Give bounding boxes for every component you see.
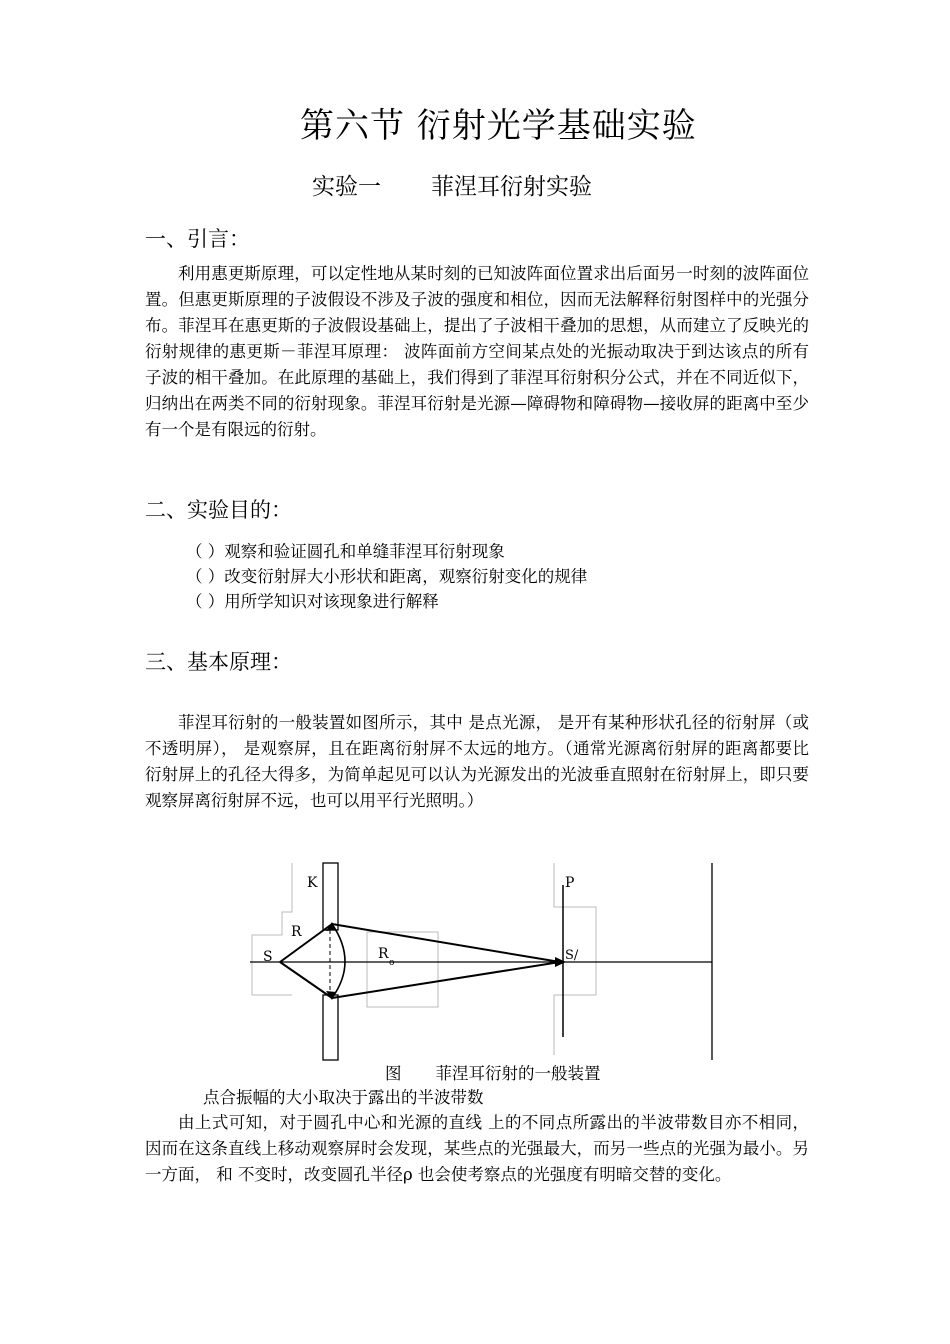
caption-figure-label: 图: [385, 1064, 402, 1083]
figure-caption: [385, 1060, 601, 1084]
light-rays: [280, 924, 560, 998]
label-ro: R: [378, 946, 389, 962]
principle-paragraph: 菲涅耳衍射的一般装置如图所示，其中 是点光源， 是开有某种形状孔径的衍射屏（或不透明屏）， 是观察屏，且在距离衍射屏不太远的地方。（通常光源离衍射屏的距离都要比衍射屏上的孔径大得多，为简单起见可以认为光源发出的光波垂直照射在衍射屏上，即只要观察屏离衍射屏不远，也可以用平行光照明。）: [145, 713, 809, 810]
subtitle-number: 实验一: [312, 174, 381, 200]
half-wave-note: 点合振幅的大小取决于露出的半波带数: [203, 1088, 484, 1107]
label-s-prime: S/: [565, 948, 579, 963]
introduction-paragraph: 利用惠更斯原理，可以定性地从某时刻的已知波阵面位置求出后面另一时刻的波阵面位置。但惠更斯原理的子波假设不涉及子波的强度和相位，因而无法解释衍射图样中的光强分布。菲涅耳在惠更斯的子波假设基础上，提出了子波相干叠加的思想，从而建立了反映光的衍射规律的惠更斯－菲涅耳原理： 波阵面前方空间某点处的光振动取决于到达该点的所有子波的相干叠加。在此原理的基础上，我们得到了菲涅耳衍射积分公式，并在不同近似下，归纳出在两类不同的衍射现象。菲涅耳衍射是光源—障碍物和障碍物—接收屏的距离中至少有一个是有限远的衍射。: [145, 264, 809, 439]
page-title: 第六节 衍射光学基础实验: [300, 106, 697, 146]
label-r: R: [291, 924, 302, 940]
objective-item-1: （ ）观察和验证圆孔和单缝菲涅耳衍射现象: [186, 542, 505, 561]
section-heading-principle: 三、基本原理：: [145, 650, 292, 674]
experiment-subtitle: [312, 168, 592, 201]
label-s: S: [263, 949, 273, 965]
section-heading-objectives: 二、实验目的：: [145, 498, 292, 522]
fresnel-diffraction-diagram: [240, 855, 730, 1065]
caption-text: 菲涅耳衍射的一般装置: [435, 1064, 601, 1083]
objective-item-2: （ ）改变衍射屏大小形状和距离，观察衍射变化的规律: [186, 567, 588, 586]
conclusion-paragraph: 由上式可知，对于圆孔中心和光源的直线 上的不同点所露出的半波带数目亦不相同，因而在这条直线上移动观察屏时会发现，某些点的光强最大，而另一些点的光强为最小。另一方面， 和 不变时，改变圆孔半径ρ 也会使考察点的光强度有明暗交替的变化。: [145, 1113, 809, 1184]
subtitle-name: 菲涅耳衍射实验: [431, 174, 592, 200]
objective-item-3: （ ）用所学知识对该现象进行解释: [186, 592, 439, 611]
diffraction-screen-upper: [323, 863, 338, 930]
section-heading-introduction: 一、引言：: [145, 227, 250, 251]
label-ro-subscript: o: [389, 958, 395, 968]
wavefront-arc: [332, 924, 345, 998]
diffraction-screen-lower: [323, 995, 338, 1060]
label-p: P: [565, 875, 575, 891]
label-k: K: [307, 875, 318, 891]
